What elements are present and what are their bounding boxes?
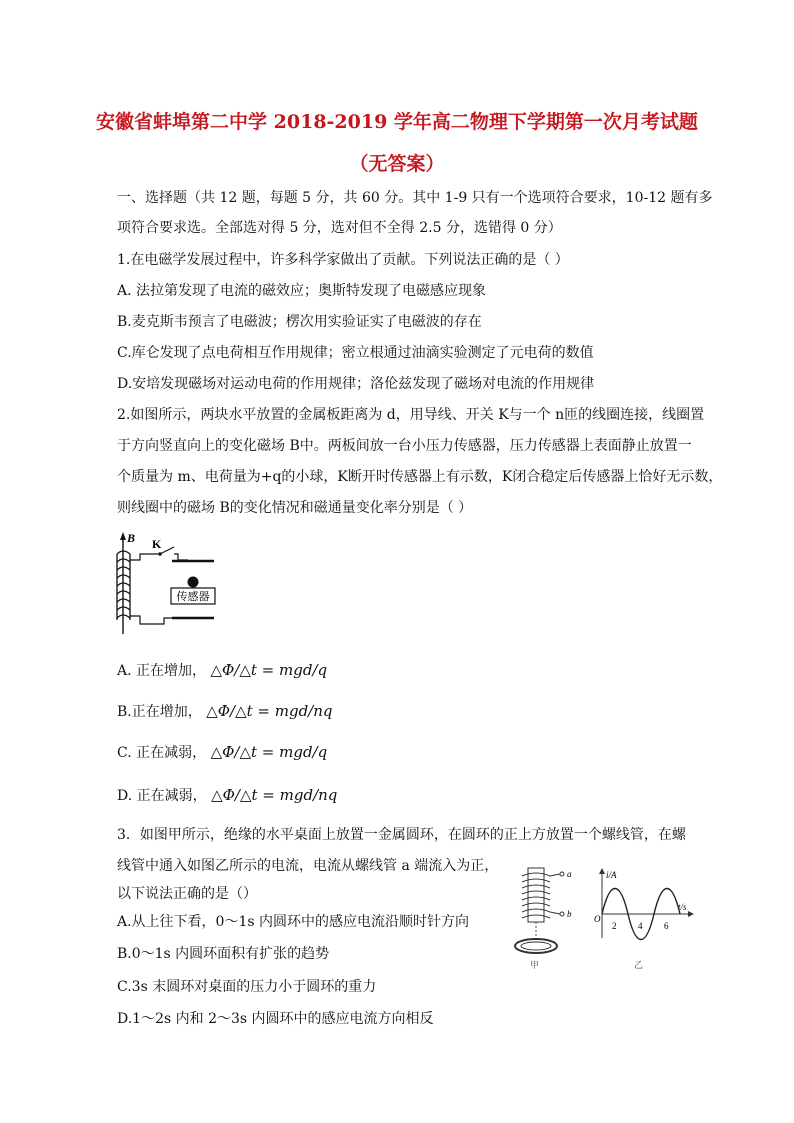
q3-option-d: D.1～2s 内和 2～3s 内圆环中的感应电流方向相反 xyxy=(117,1011,434,1027)
q2-option-d xyxy=(117,785,337,806)
t-axis-arrow-icon xyxy=(688,911,694,917)
document-title-line2: （无答案） xyxy=(349,153,445,175)
q3-option-b: B.0～1s 内圆环面积有扩张的趋势 xyxy=(117,946,330,962)
arrow-head-icon xyxy=(120,532,126,540)
label-a: a xyxy=(567,869,572,879)
tick-6: 6 xyxy=(664,921,669,931)
label-b-terminal: b xyxy=(567,909,572,919)
q2-stem-line3: 个质量为 m、电荷量为+q的小球，K断开时传感器上有示数，K闭合稳定后传感器上恰好无示数， xyxy=(117,469,723,485)
q3-stem-line3: 以下说法正确的是（） xyxy=(117,886,257,902)
q1-option-a: A. 法拉第发现了电流的磁效应；奥斯特发现了电磁感应现象 xyxy=(117,283,487,299)
label-t-axis: t/s xyxy=(678,902,687,912)
q3-stem-line1: 3．如图甲所示，绝缘的水平桌面上放置一金属圆环，在圆环的正上方放置一个螺线管，在螺 xyxy=(117,827,686,843)
wire-to-plate xyxy=(174,554,188,560)
q3-stem-line2: 线管中通入如图乙所示的电流，电流从螺线管 a 端流入为正， xyxy=(117,858,499,874)
q3-option-a: A.从上往下看，0～1s 内圆环中的感应电流沿顺时针方向 xyxy=(117,914,470,930)
q2-option-b xyxy=(117,701,333,722)
q2-stem-line4: 则线圈中的磁场 B的变化情况和磁通量变化率分别是（ ） xyxy=(117,500,473,516)
terminal-b xyxy=(560,912,564,916)
terminal-a xyxy=(560,872,564,876)
q2-stem-line1: 2.如图所示，两块水平放置的金属板距离为 d，用导线、开关 K与一个 n匝的线圈连接，线圈置 xyxy=(117,407,705,423)
document-title-line1: 安徽省蚌埠第二中学 2018-2019 学年高二物理下学期第一次月考试题 xyxy=(96,111,698,133)
i-axis-arrow-icon xyxy=(599,868,605,874)
q3-figure-jia xyxy=(502,866,582,976)
q2-option-b-formula: △Φ/△t = mgd/nq xyxy=(206,702,333,720)
label-i-axis: i/A xyxy=(606,870,617,880)
q3-figure-yi xyxy=(588,866,696,976)
q1-option-b: B.麦克斯韦预言了电磁波；楞次用实验证实了电磁波的存在 xyxy=(117,314,482,330)
q3-option-c: C.3s 末圆环对桌面的压力小于圆环的重力 xyxy=(117,979,377,995)
wire-bottom xyxy=(130,616,172,624)
sensor-label: 传感器 xyxy=(176,590,210,603)
q2-stem-line2: 于方向竖直向上的变化磁场 B中。两板间放一台小压力传感器，压力传感器上表面静止放置一 xyxy=(117,438,692,454)
tick-2: 2 xyxy=(612,921,617,931)
switch-k xyxy=(160,547,174,554)
q2-option-b-prefix: B.正在增加， xyxy=(117,704,202,720)
q2-option-c-formula: △Φ/△t = mgd/q xyxy=(210,743,328,761)
section-header-line1: 一、选择题（共 12 题，每题 5 分，共 60 分。其中 1-9 只有一个选项符合要求，10-12 题有多 xyxy=(117,190,713,206)
q2-option-a-formula: △Φ/△t = mgd/q xyxy=(210,661,328,679)
section-header-line2: 项符合要求选。全部选对得 5 分，选对但不全得 2.5 分，选错得 0 分） xyxy=(117,220,562,236)
q2-option-a xyxy=(117,660,327,681)
solenoid xyxy=(522,868,560,922)
label-origin: O xyxy=(594,914,601,924)
q2-circuit-figure xyxy=(114,530,224,640)
label-k: K xyxy=(152,537,162,551)
metal-ring-inner xyxy=(521,942,551,950)
q1-stem: 1.在电磁学发展过程中，许多科学家做出了贡献。下列说法正确的是（ ） xyxy=(117,252,569,268)
q1-option-d: D.安培发现磁场对运动电荷的作用规律；洛伦兹发现了磁场对电流的作用规律 xyxy=(117,376,595,392)
label-yi: 乙 xyxy=(634,961,644,971)
label-jia: 甲 xyxy=(530,961,540,971)
tick-4: 4 xyxy=(638,921,643,931)
label-b: B xyxy=(127,531,136,545)
wire-top xyxy=(130,554,158,560)
q2-option-d-prefix: D. 正在减弱， xyxy=(117,788,207,804)
charged-ball xyxy=(188,577,199,588)
q2-option-d-formula: △Φ/△t = mgd/nq xyxy=(211,786,338,804)
q2-option-c-prefix: C. 正在减弱， xyxy=(117,745,207,761)
q1-option-c: C.库仑发现了点电荷相互作用规律；密立根通过油滴实验测定了元电荷的数值 xyxy=(117,345,594,361)
q2-option-a-prefix: A. 正在增加， xyxy=(117,663,207,679)
q2-option-c xyxy=(117,742,327,763)
